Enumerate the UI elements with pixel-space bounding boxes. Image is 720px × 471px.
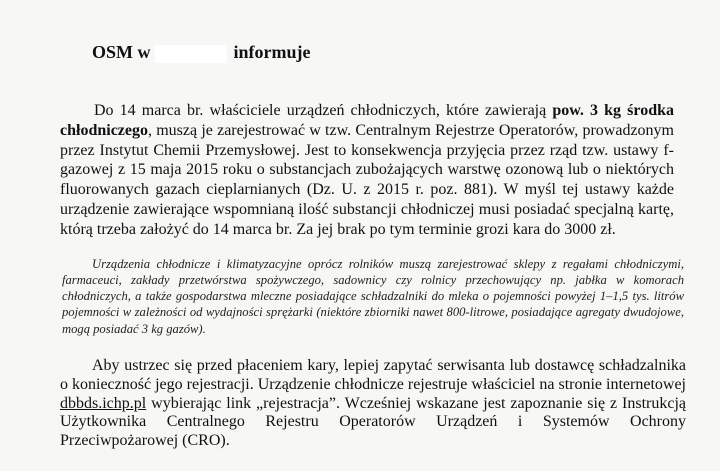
title-prefix: OSM w xyxy=(92,42,151,62)
title-suffix: informuje xyxy=(233,42,311,62)
closing-paragraph-text-2: wybierając link „rejestracja”. Wcześniej wskazane jest zapoznanie się z Instrukcją Użytkownika Centralnego Rejestru Operatorów Urządzeń i Systemów Ochrony Przeciwpożarowej (CRO). xyxy=(60,394,686,450)
italic-note-paragraph: Urządzenia chłodnicze i klimatyzacyjne oprócz rolników muszą zarejestrować sklepy z regałami chłodniczymi, farmaceuci, zakłady przetwórstwa spożywczego, sadownicy czy rolnicy przechowujący np. jabłka w komorach chłodniczych, a także gospodarstwa mleczne posiadające schładzalniki do mleka o pojemności powyżej 1–1,5 tys. litrów pojemności w zależności od wydajności sprężarki (niektóre zbiorniki nawet 800-litrowe, posiadające agregaty dwudojowe, mogą posiadać 3 kg gazów). xyxy=(62,256,684,336)
main-paragraph-bold: pow. 3 kg środka chłodniczego xyxy=(60,102,674,139)
closing-paragraph-text-1: Aby ustrzec się przed płaceniem kary, lepiej zapytać serwisanta lub dostawcę schładzalnika o konieczność jego rejestracji. Urządzenie chłodnicze rejestruje właściciel na stronie internetowej xyxy=(60,357,686,393)
document-title xyxy=(92,42,310,63)
main-paragraph xyxy=(60,101,674,240)
registration-website-link[interactable]: dbbds.ichp.pl xyxy=(60,394,147,412)
redacted-name xyxy=(155,45,227,63)
closing-paragraph xyxy=(60,357,686,451)
main-paragraph-text-1: Do 14 marca br. właściciele urządzeń chłodniczych, które zawierają xyxy=(94,102,553,119)
main-paragraph-text-2: , muszą je zarejestrować w tzw. Centralnym Rejestrze Operatorów, prowadzonym przez Instytut Chemii Przemysłowej. Jest to konsekwencja przyjęcia przez rząd tzw. ustawy f-gazowej z 15 maja 2015 roku o substancjach zubożających warstwę ozonową lub o niektórych fluorowanych gazach cieplarnianych (Dz. U. z 2015 r. poz. 881). W myśl tej ustawy każde urządzenie zawierające wspomnianą ilość substancji chłodniczej musi posiadać specjalną kartę, którą trzeba założyć do 14 marca br. Za jej brak po tym terminie grozi kara do 3000 zł. xyxy=(60,121,674,238)
